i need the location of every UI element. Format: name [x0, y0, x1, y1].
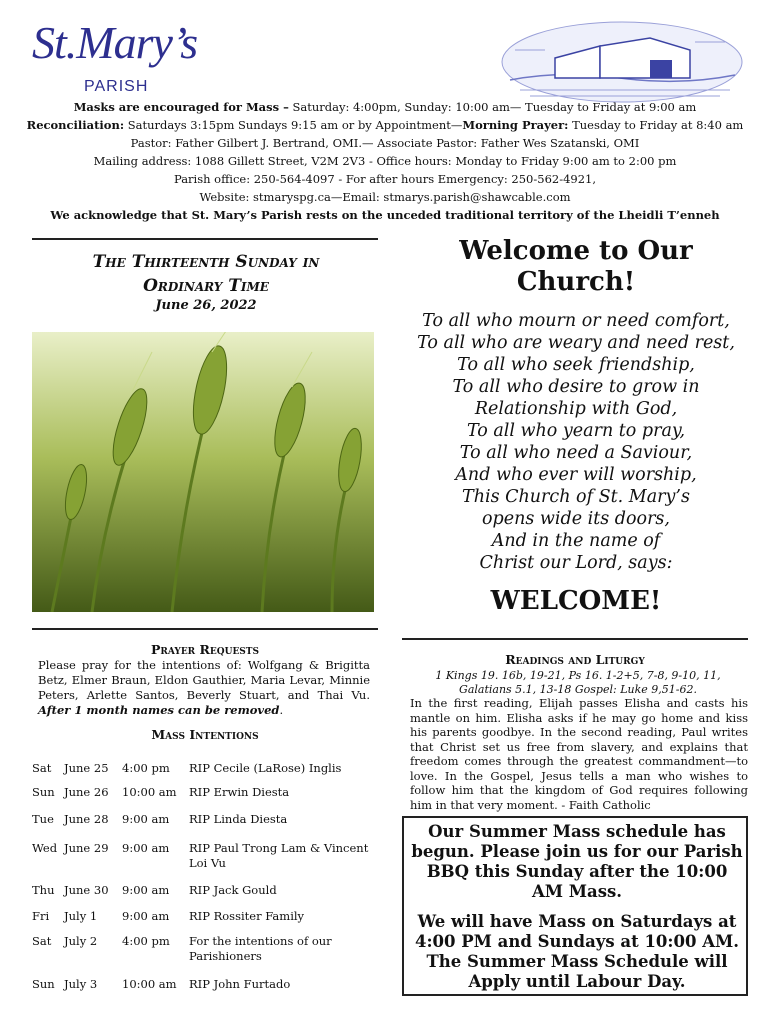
poem-line: Relationship with God, [474, 399, 678, 419]
pastor-line: Pastor: Father Gilbert J. Bertrand, OMI.— Associate Pastor: Father Wes Szatanski, OMI [130, 136, 640, 150]
poem-line: To all who yearn to pray, [466, 421, 686, 441]
poem-line: This Church of St. Mary’s [462, 487, 690, 507]
readings-heading: Readings and Liturgy [505, 652, 645, 667]
mass-times-line: Masks are encouraged for Mass – Saturday: 4:00pm, Sunday: 10:00 am— Tuesday to Friday at 9:00 am [73, 100, 697, 114]
church-illustration [500, 20, 745, 104]
reconciliation-line: Reconciliation: Saturdays 3:15pm Sundays 9:15 am or by Appointment—Morning Prayer: Tuesday to Friday at 8:40 am [26, 118, 744, 132]
sunday-date: June 26, 2022 [155, 298, 257, 313]
parish-logo: St.Mary’s [32, 17, 198, 68]
mass-intentions-heading: Mass Intentions [151, 727, 259, 742]
divider [402, 638, 748, 640]
poem-line: And in the name of [491, 531, 661, 551]
readings-body: In the first reading, Elijah passes Elisha and casts his mantle on him. Elisha asks if he may go home and kiss his parents goodbye. In the second reading, Paul writes that Christ set us free from slavery, and explains that freedom comes through the greatest commandment—to love. In the Gospel, Jesus tells a man who wishes to follow him that the kingdom of God requires following him in that very moment. - Faith Catholic [410, 696, 748, 812]
divider [32, 238, 378, 240]
prayer-requests-heading: Prayer Requests [150, 642, 260, 657]
welcome-closing: WELCOME! [490, 586, 662, 616]
poem-line: To all who desire to grow in [452, 377, 700, 397]
sunday-title: The Thirteenth Sunday in Ordinary Time [92, 252, 320, 296]
land-acknowledgement: We acknowledge that St. Mary’s Parish rests on the unceded traditional territory of the Lheidli T’enneh [50, 208, 720, 222]
website-line: Website: stmaryspg.ca—Email: stmarys.parish@shawcable.com [199, 190, 571, 204]
summer-schedule-text: We will have Mass on Saturdays at 4:00 PM and Sundays at 10:00 AM. The Summer Mass Schedule will Apply until Labour Day. [414, 912, 740, 991]
welcome-poem [400, 310, 752, 574]
office-line: Parish office: 250-564-4097 - For after hours Emergency: 250-562-4921, [173, 172, 597, 186]
mailing-line: Mailing address: 1088 Gillett Street, V2M 2V3 - Office hours: Monday to Friday 9:00 am to 2:00 pm [93, 154, 677, 168]
poem-line: To all who seek friendship, [457, 355, 695, 375]
readings-references: 1 Kings 19. 16b, 19-21, Ps 16. 1-2+5, 7-8, 9-10, 11, Galatians 5.1, 13-18 Gospel: Luke 9,51-62. [435, 669, 721, 696]
wheat-field-image [32, 332, 374, 612]
welcome-heading: Welcome to Our Church! [459, 236, 693, 297]
divider [32, 628, 378, 630]
prayer-requests-body: Please pray for the intentions of: Wolfgang & Brigitta Betz, Elmer Braun, Eldon Gauthier, Maria Levar, Minnie Peters, Arlette Santos, Beverly Stuart, and Thai Vu. After 1 month names can be removed. [38, 658, 370, 717]
parish-logo-subtitle: PARISH [84, 78, 149, 95]
poem-line: To all who need a Saviour, [459, 443, 693, 463]
poem-line: opens wide its doors, [482, 509, 670, 529]
summer-announcement: Our Summer Mass schedule has begun. Please join us for our Parish BBQ this Sunday after the 10:00 AM Mass. [411, 822, 743, 901]
poem-line: To all who mourn or need comfort, [422, 311, 730, 331]
poem-line: To all who are weary and need rest, [417, 333, 735, 353]
poem-line: And who ever will worship, [455, 465, 697, 485]
poem-line: Christ our Lord, says: [479, 553, 673, 573]
